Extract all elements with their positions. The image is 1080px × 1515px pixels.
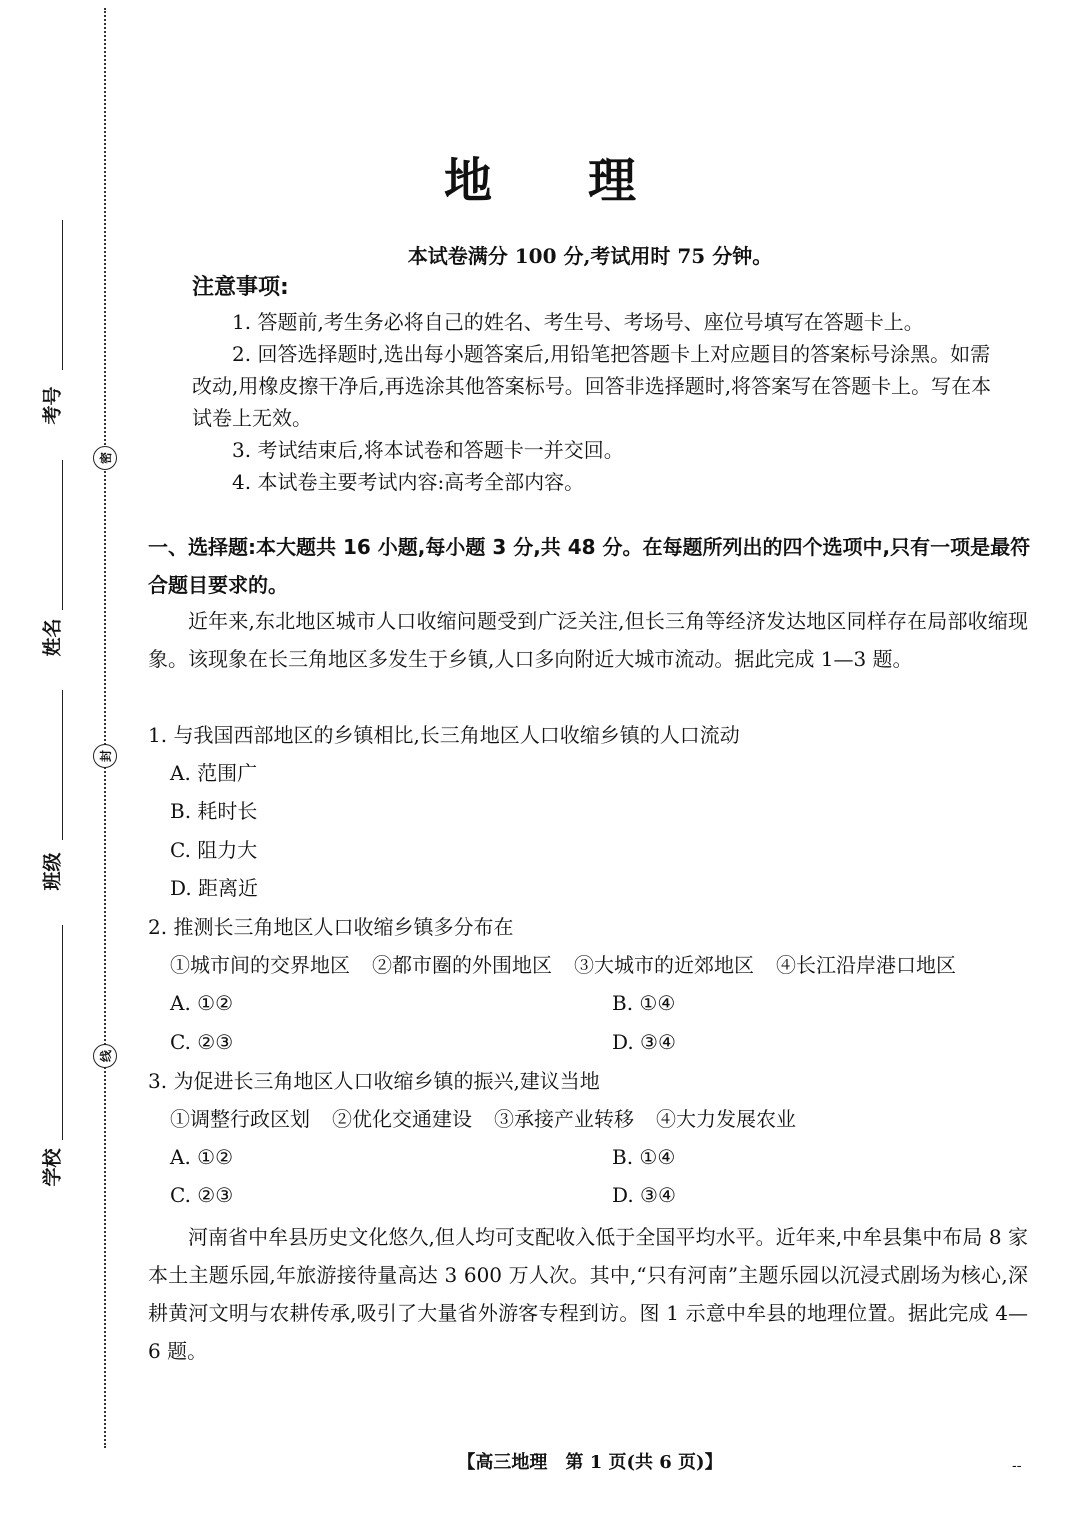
q3-statement-1: ①调整行政区划 <box>170 1107 310 1131</box>
q3-statement-4: ④大力发展农业 <box>656 1107 796 1131</box>
seal-mi <box>93 446 117 470</box>
question-1-stem: 1. 与我国西部地区的乡镇相比,长三角地区人口收缩乡镇的人口流动 <box>148 723 740 747</box>
section-heading-text: 一、选择题:本大题共 16 小题,每小题 3 分,共 48 分。在每题所列出的四个选项中,只有一项是最符合题目要求的。 <box>148 535 1031 597</box>
q2-option-a: A. ①② <box>170 991 234 1015</box>
q2-statement-1: ①城市间的交界地区 <box>170 953 350 977</box>
q2-statement-3: ③大城市的近郊地区 <box>574 953 754 977</box>
class-label: 班级 <box>41 852 64 891</box>
passage-1: 近年来,东北地区城市人口收缩问题受到广泛关注,但长三角等经济发达地区同样存在局部收缩现象。该现象在长三角地区多发生于乡镇,人口多向附近大城市流动。据此完成 1—3 题。 <box>148 609 1028 671</box>
seal-xian-text: 线 <box>93 1044 117 1068</box>
q2-option-d: D. ③④ <box>612 1030 676 1054</box>
q1-option-d: D. 距离近 <box>170 876 259 900</box>
exam-number-label: 考号 <box>41 386 64 425</box>
q2-option-b: B. ①④ <box>612 991 676 1015</box>
q3-option-b: B. ①④ <box>612 1145 676 1169</box>
q2-statement-2: ②都市圈的外围地区 <box>372 953 552 977</box>
page-footer: 【高三地理 第 1 页(共 6 页)】 <box>457 1452 723 1473</box>
notice-item-4: 4. 本试卷主要考试内容:高考全部内容。 <box>232 470 585 494</box>
q1-option-a: A. 范围广 <box>170 761 258 785</box>
page-title: 地理 <box>443 153 732 209</box>
notice-item-1: 1. 答题前,考生务必将自己的姓名、考生号、考场号、座位号填写在答题卡上。 <box>232 310 924 334</box>
exam-info: 本试卷满分 100 分,考试用时 75 分钟。 <box>407 244 773 268</box>
q3-statement-2: ②优化交通建设 <box>332 1107 472 1131</box>
seal-feng-text: 封 <box>93 744 117 768</box>
q1-option-b: B. 耗时长 <box>170 799 258 823</box>
q3-statement-3: ③承接产业转移 <box>494 1107 634 1131</box>
q2-statements <box>170 950 978 980</box>
q2-statement-4: ④长江沿岸港口地区 <box>776 953 956 977</box>
question-2-stem: 2. 推测长三角地区人口收缩乡镇多分布在 <box>148 915 514 939</box>
section-heading <box>148 528 1038 604</box>
q1-option-c: C. 阻力大 <box>170 838 258 862</box>
seal-feng <box>93 744 117 768</box>
notice-heading: 注意事项: <box>192 275 289 300</box>
notice-item-3: 3. 考试结束后,将本试卷和答题卡一并交回。 <box>232 438 624 462</box>
q2-option-c: C. ②③ <box>170 1030 234 1054</box>
school-label: 学校 <box>41 1148 64 1187</box>
q3-option-d: D. ③④ <box>612 1183 676 1207</box>
binding-dotted-line <box>104 8 106 1448</box>
q3-option-c: C. ②③ <box>170 1183 234 1207</box>
q3-option-a: A. ①② <box>170 1145 234 1169</box>
corner-mark: -- <box>1012 1458 1022 1474</box>
class-line <box>62 690 63 840</box>
school-line <box>62 925 63 1140</box>
name-line <box>62 460 63 610</box>
name-label: 姓名 <box>41 618 64 657</box>
seal-mi-text: 密 <box>93 446 117 470</box>
notice-item-2: 2. 回答选择题时,选出每小题答案后,用铅笔把答题卡上对应题目的答案标号涂黑。如需改动,用橡皮擦干净后,再选涂其他答案标号。回答非选择题时,将答案写在答题卡上。写在本试卷上无效。 <box>192 342 992 430</box>
seal-xian <box>93 1044 117 1068</box>
question-3-stem: 3. 为促进长三角地区人口收缩乡镇的振兴,建议当地 <box>148 1069 600 1093</box>
q3-statements <box>170 1104 818 1134</box>
passage-2: 河南省中牟县历史文化悠久,但人均可支配收入低于全国平均水平。近年来,中牟县集中布局 8 家本土主题乐园,年旅游接待量高达 3 600 万人次。其中,“只有河南”主题乐园以沉浸式剧场为核心,深耕黄河文明与农耕传承,吸引了大量省外游客专程到访。图 1 示意中牟县的地理位置。据此完成 4—6 题。 <box>148 1225 1028 1363</box>
